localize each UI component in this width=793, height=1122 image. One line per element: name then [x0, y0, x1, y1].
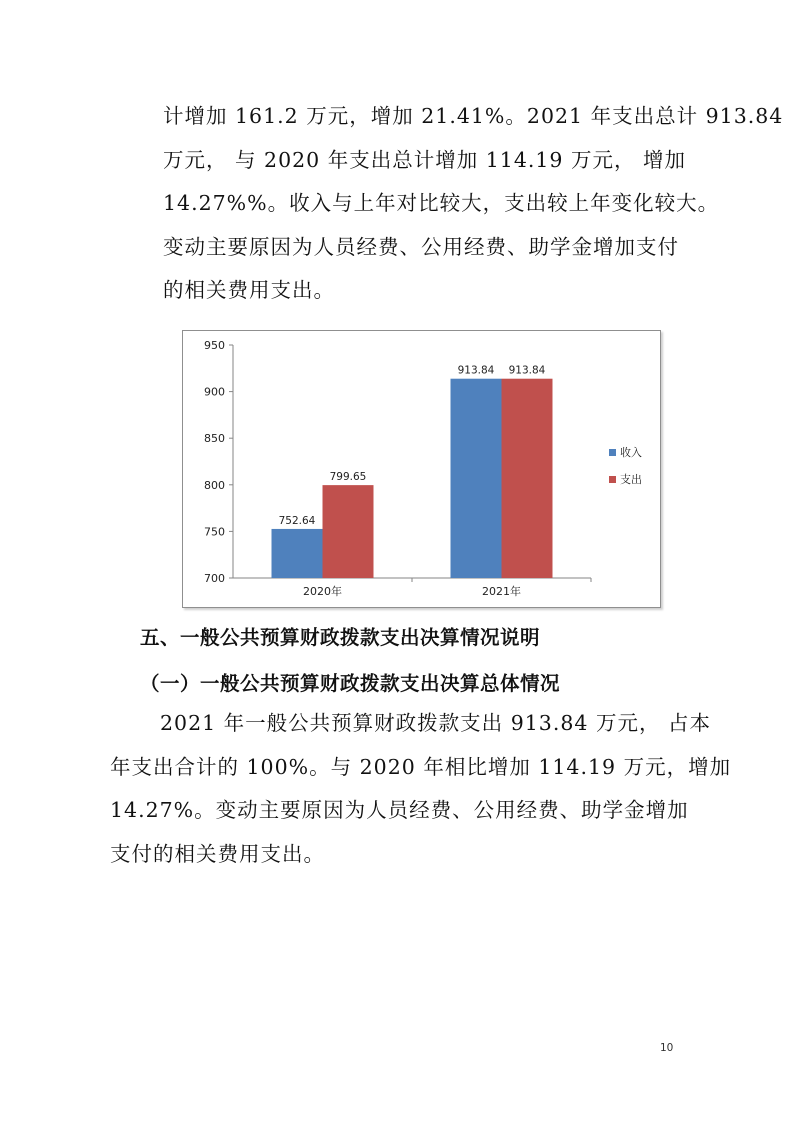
body-paragraph-top	[163, 95, 784, 313]
bar	[451, 379, 502, 578]
y-tick-label: 850	[204, 432, 225, 446]
x-tick-label: 2020年	[303, 585, 342, 598]
page-number: 10	[660, 1042, 674, 1054]
data-label: 913.84	[457, 364, 495, 377]
subsection-heading: （一）一般公共预算财政拨款支出决算总体情况	[140, 672, 561, 695]
paragraph-line: 2021 年一般公共预算财政拨款支出 913.84 万元， 占本	[160, 711, 711, 735]
legend-label: 收入	[620, 446, 642, 459]
chart-canvas	[183, 331, 660, 607]
bar	[272, 529, 323, 578]
x-tick-label: 2021年	[482, 585, 521, 598]
paragraph-line: 万元， 与 2020 年支出总计增加 114.19 万元， 增加	[163, 147, 686, 172]
data-label: 799.65	[329, 471, 367, 484]
paragraph-line: 的相关费用支出。	[163, 278, 335, 302]
legend-label: 支出	[620, 473, 642, 486]
bar	[323, 485, 374, 578]
section-heading: 五、一般公共预算财政拨款支出决算情况说明	[140, 626, 541, 649]
income-expense-chart	[182, 330, 661, 608]
paragraph-line: 支付的相关费用支出。	[110, 841, 325, 866]
data-label: 913.84	[508, 364, 546, 377]
paragraph-line: 年支出合计的 100%。与 2020 年相比增加 114.19 万元，增加	[110, 754, 732, 779]
bar	[502, 379, 553, 578]
y-tick-label: 900	[204, 385, 225, 399]
paragraph-line: 14.27%%。收入与上年对比较大，支出较上年变化较大。	[163, 191, 720, 215]
paragraph-line: 14.27%。变动主要原因为人员经费、公用经费、助学金增加	[110, 798, 689, 822]
y-tick-label: 750	[204, 525, 225, 539]
y-tick-label: 950	[204, 339, 225, 352]
legend-swatch	[609, 449, 616, 456]
y-tick-label: 800	[204, 478, 225, 492]
data-label: 752.64	[278, 514, 316, 527]
y-tick-label: 700	[204, 572, 225, 585]
paragraph-line: 计增加 161.2 万元，增加 21.41%。2021 年支出总计 913.84	[163, 104, 784, 128]
body-paragraph-bottom	[110, 702, 732, 876]
legend-swatch	[609, 476, 616, 483]
paragraph-line: 变动主要原因为人员经费、公用经费、助学金增加支付	[163, 234, 679, 259]
